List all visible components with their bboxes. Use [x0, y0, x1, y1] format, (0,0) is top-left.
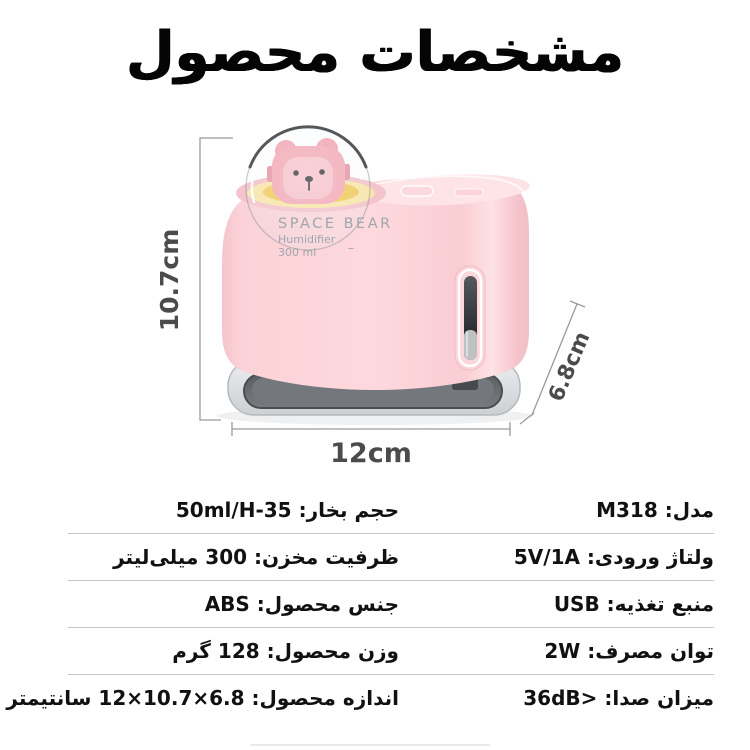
dash-mark-text: –: [348, 241, 354, 255]
spec-cell-power-consumption: توان مصرف: 2W: [544, 639, 714, 663]
spec-cell-power-source: منبع تغذیه: USB: [553, 592, 714, 616]
dimension-width-label: 12cm: [330, 438, 412, 469]
page-title: مشخصات محصول: [126, 20, 624, 85]
dimension-height-label: 10.7cm: [155, 228, 184, 332]
mist-outlet: [455, 189, 483, 196]
spec-row: [68, 581, 714, 628]
dimension-height: [155, 138, 233, 420]
spec-cell-weight: وزن محصول: 128 گرم: [172, 639, 399, 663]
spec-cell-tank-capacity: ظرفیت مخزن: 300 میلی‌لیتر: [113, 545, 399, 569]
capacity-text: 300 ml: [278, 246, 317, 259]
dimension-depth-label: 6.8cm: [543, 328, 596, 406]
product-type-text: Humidifier: [278, 233, 336, 246]
spec-row: [6, 675, 714, 721]
spec-cell-voltage: ولتاژ ورودی: 5V/1A: [513, 545, 714, 569]
spec-cell-mist-volume: حجم بخار: 35-50ml/H: [175, 498, 399, 522]
spec-row: [68, 628, 714, 675]
brand-text: SPACE BEAR: [278, 216, 393, 232]
spec-cell-noise-level: میزان صدا: <36dB: [523, 686, 714, 710]
spec-row: [68, 487, 714, 534]
spec-table: [6, 487, 714, 721]
dimension-depth: [520, 301, 595, 424]
spec-cell-size: اندازه محصول: 6.8×10.7×12 سانتیمتر: [6, 686, 399, 710]
spec-row: [68, 534, 714, 581]
spec-cell-model: مدل: M318: [596, 498, 714, 522]
spec-cell-material: جنس محصول: ABS: [204, 592, 399, 616]
water-level-window: [455, 266, 485, 370]
dimension-width: [232, 422, 510, 469]
bottom-divider: [250, 744, 490, 746]
mist-button: [401, 186, 433, 196]
